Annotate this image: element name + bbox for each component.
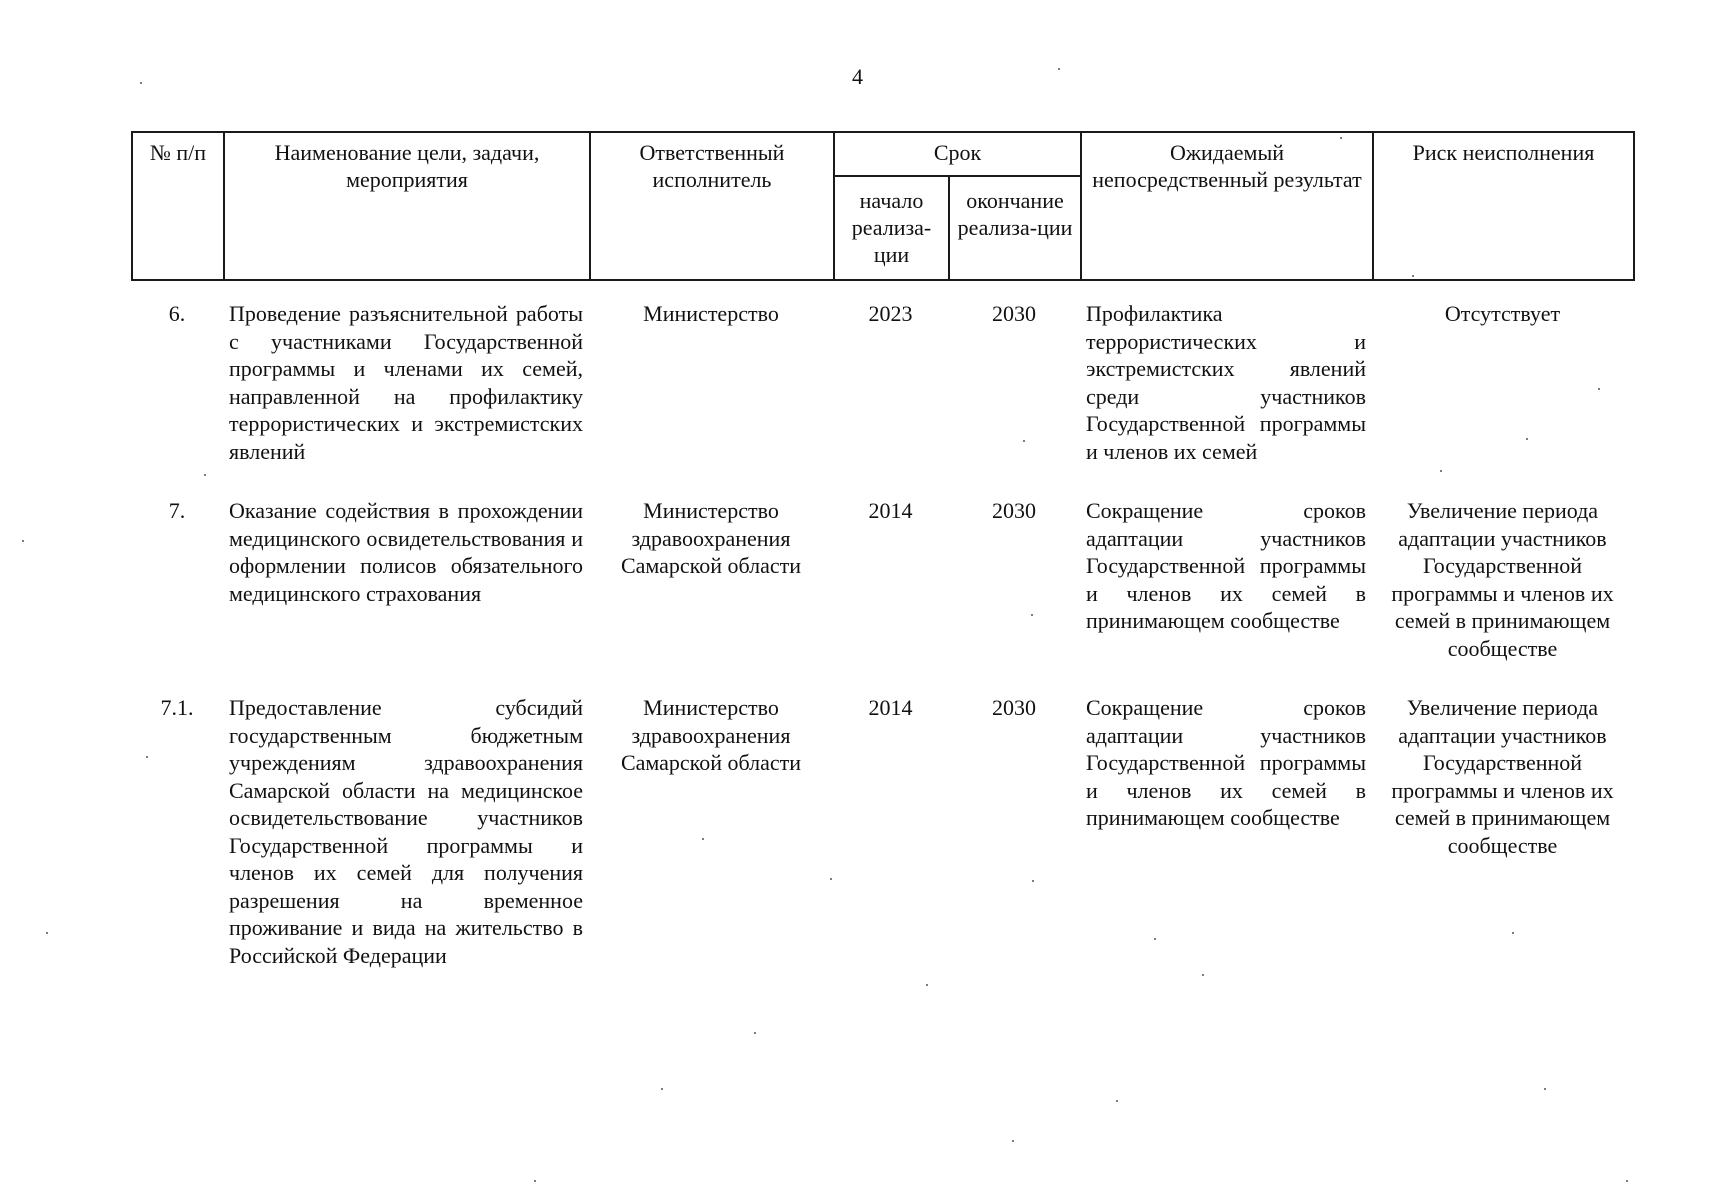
scan-speck — [1032, 880, 1034, 882]
row-end: 2030 — [992, 498, 1036, 523]
scan-speck — [1058, 68, 1060, 70]
header-executor: Ответственный исполнитель — [590, 132, 834, 280]
row-name: Предоставление субсидий государственным бюджетным учреждениям здравоохранения Самарской области на медицинское освидетельствование участников Государственной программы и членов их семей для получения разрешения на временное проживание и вида на жительство в Российской Федерации — [229, 695, 583, 968]
scan-speck — [1512, 932, 1514, 934]
row-name: Оказание содействия в прохождении медицинского освидетельствования и оформлении полисов обязательного медицинского страхования — [229, 498, 583, 606]
scan-speck — [1440, 470, 1442, 472]
table-body — [131, 300, 1633, 1001]
row-executor: Министерство здравоохранения Самарской области — [620, 695, 802, 775]
header-term: Срок — [834, 132, 1081, 176]
scan-speck — [1154, 938, 1156, 940]
row-num: 7.1. — [160, 695, 194, 720]
row-end: 2030 — [992, 695, 1036, 720]
scan-speck — [754, 1032, 756, 1034]
row-risk: Увеличение периода адаптации участников Государственной программы и членов их семей в принимающем сообществе — [1391, 498, 1614, 661]
scan-speck — [830, 878, 832, 880]
scan-speck — [1340, 137, 1342, 139]
scan-speck — [1544, 1088, 1546, 1090]
row-start: 2014 — [868, 695, 913, 720]
scan-speck — [1031, 614, 1033, 616]
header-result: Ожидаемый непосредственный результат — [1081, 132, 1373, 280]
scan-speck — [1023, 440, 1025, 442]
row-executor: Министерство — [643, 301, 779, 326]
row-start: 2023 — [868, 301, 913, 326]
header-risk: Риск неисполнения — [1373, 132, 1634, 280]
scan-speck — [1012, 1140, 1014, 1142]
scan-speck — [1116, 1100, 1118, 1102]
row-result: Сокращение сроков адаптации участников Государственной программы и членов их семей в принимающем сообществе — [1086, 498, 1366, 633]
scan-speck — [1412, 275, 1414, 277]
row-name: Проведение разъяснительной работы с участниками Государственной программы и членами их семей, направленной на профилактику террористических и экстремистских явлений — [229, 301, 583, 464]
row-num: 6. — [168, 301, 186, 326]
page-number: 4 — [852, 64, 863, 89]
scan-speck — [1202, 974, 1204, 976]
table-row — [131, 694, 1633, 1001]
scan-speck — [661, 1088, 663, 1090]
scan-speck — [22, 540, 24, 542]
scan-speck — [1598, 388, 1600, 390]
header-name: Наименование цели, задачи, мероприятия — [224, 132, 590, 280]
scan-speck — [204, 474, 206, 476]
table-row — [131, 497, 1633, 694]
row-end: 2030 — [992, 301, 1036, 326]
row-result: Профилактика террористических и экстремистских явлений среди участников Государственной программы и членов их семей — [1086, 301, 1366, 464]
row-risk: Отсутствует — [1444, 301, 1561, 326]
scan-speck — [140, 82, 142, 84]
header-term-end: окончание реализа-ции — [949, 176, 1081, 280]
row-start: 2014 — [868, 498, 913, 523]
table-header — [131, 131, 1635, 281]
row-executor: Министерство здравоохранения Самарской области — [620, 498, 802, 578]
row-num: 7. — [168, 498, 186, 523]
scan-speck — [1526, 438, 1528, 440]
scan-speck — [534, 1180, 536, 1182]
scan-speck — [1626, 1180, 1628, 1182]
scan-speck — [46, 932, 48, 934]
table-row — [131, 300, 1633, 497]
header-term-start: начало реализа-ции — [834, 176, 949, 280]
scan-speck — [926, 984, 928, 986]
header-num: № п/п — [132, 132, 224, 280]
scan-speck — [146, 756, 148, 758]
row-result: Сокращение сроков адаптации участников Государственной программы и членов их семей в принимающем сообществе — [1086, 695, 1366, 830]
scan-speck — [702, 838, 704, 840]
row-risk: Увеличение периода адаптации участников Государственной программы и членов их семей в принимающем сообществе — [1391, 695, 1614, 858]
